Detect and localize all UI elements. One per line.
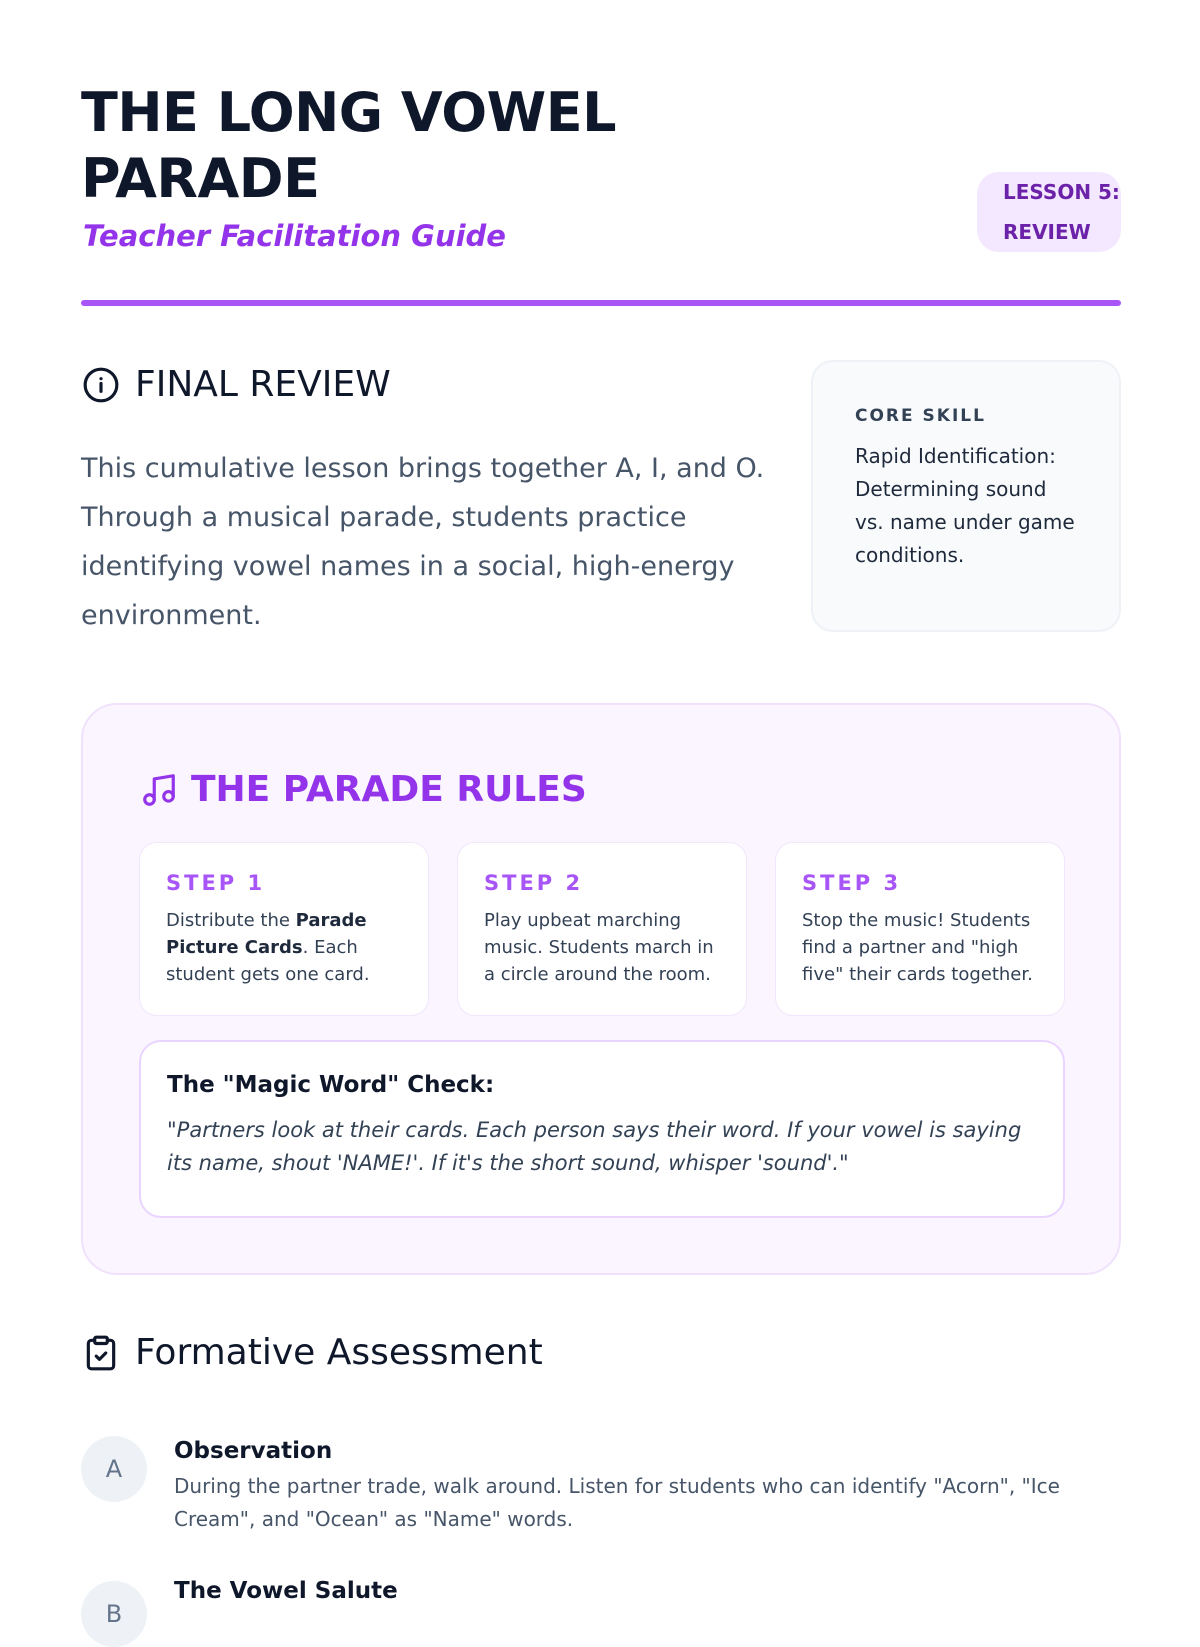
- title-line-1: THE LONG VOWEL: [81, 81, 617, 144]
- parade-rules-heading: [139, 765, 587, 815]
- title-line-2: PARADE: [81, 147, 320, 210]
- step-text: Stop the music! Students find a partner and "high five" their cards together.: [802, 910, 1033, 985]
- step-text-bold: Parade Picture Cards: [166, 910, 367, 958]
- assessment-item-title: The Vowel Salute: [174, 1578, 398, 1604]
- step-card-1: [139, 842, 429, 1016]
- final-review-heading-text: FINAL REVIEW: [135, 364, 391, 405]
- step-text-part: . Each student gets one card.: [166, 937, 370, 985]
- music-note-icon: [139, 770, 179, 810]
- steps-row: [139, 842, 1065, 1018]
- assessment-letter-badge: B: [81, 1581, 147, 1647]
- step-text-part: Distribute the: [166, 910, 296, 931]
- final-review-section: [81, 360, 1121, 640]
- magic-word-quote: "Partners look at their cards. Each person says their word. If your vowel is saying its name, shout 'NAME!'. If it's the short sound, whisper 'sound'.": [167, 1118, 1022, 1175]
- parade-rules-heading-text: THE PARADE RULES: [191, 769, 587, 810]
- step-label: STEP 2: [484, 871, 584, 895]
- step-label: STEP 1: [166, 871, 266, 895]
- step-card-3: [775, 842, 1065, 1016]
- lesson-badge-line-1: LESSON 5:: [1003, 180, 1120, 204]
- magic-word-title: The "Magic Word" Check:: [167, 1072, 495, 1098]
- assessment-item-title: Observation: [174, 1438, 333, 1464]
- header-divider: [81, 300, 1121, 306]
- assessment-item-text: During the partner trade, walk around. Listen for students who can identify "Acorn", "Ice Cream", and "Ocean" as "Name" words.: [174, 1474, 1060, 1531]
- guide-page: [81, 0, 1121, 1628]
- core-skill-card: [811, 360, 1121, 632]
- clipboard-check-icon: [81, 1333, 121, 1373]
- final-review-text: This cumulative lesson brings together A, I, and O. Through a musical parade, students practice identifying vowel names in a social, high-energy environment.: [81, 453, 765, 631]
- parade-rules-panel: [81, 703, 1121, 1275]
- step-text: Play upbeat marching music. Students march in a circle around the room.: [484, 910, 714, 985]
- page-subtitle: Teacher Facilitation Guide: [83, 219, 506, 253]
- formative-assessment-heading-text: Formative Assessment: [135, 1332, 543, 1373]
- step-label: STEP 3: [802, 871, 902, 895]
- core-skill-label: CORE SKILL: [855, 406, 986, 426]
- page-title: [81, 80, 616, 212]
- step-text: [166, 907, 402, 988]
- formative-assessment-heading: [81, 1328, 543, 1378]
- step-card-2: [457, 842, 747, 1016]
- lesson-badge-line-2: REVIEW: [1003, 220, 1091, 244]
- core-skill-text: Rapid Identification: Determining sound vs. name under game conditions.: [855, 444, 1075, 567]
- assessment-letter-badge: A: [81, 1436, 147, 1502]
- page-header: [81, 0, 1121, 308]
- lesson-badge: [977, 172, 1121, 252]
- magic-word-card: [139, 1040, 1065, 1218]
- info-icon: [81, 365, 121, 405]
